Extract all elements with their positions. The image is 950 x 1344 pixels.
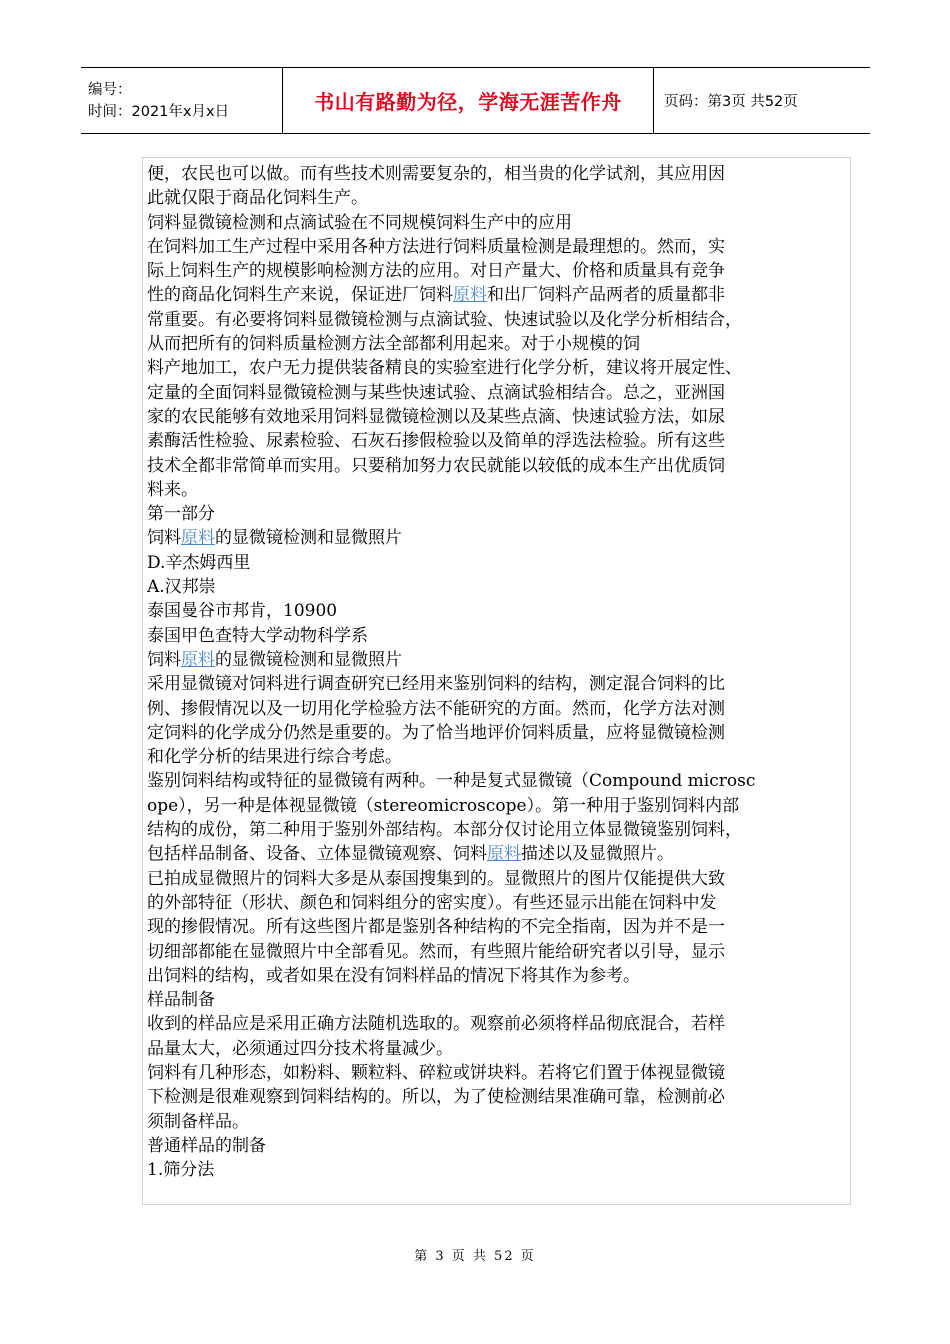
- text-line: [147, 672, 846, 696]
- text-segment: 切细部都能在显微照片中全部看见。然而，有些照片能给研究者以引导，显示: [147, 941, 725, 962]
- header-page-number: 页码：第3页 共52页: [664, 94, 798, 110]
- text-segment: 例、掺假情况以及一切用化学检验方法不能研究的方面。然而，化学方法对测: [147, 698, 725, 719]
- text-segment: ope），另一种是体视显微镜（stereomicroscope）。第一种用于鉴别饲料内部: [147, 795, 740, 816]
- text-segment: 饲料: [147, 528, 181, 549]
- text-segment: 收到的样品应是采用正确方法随机选取的。观察前必须将样品彻底混合，若样: [147, 1014, 725, 1035]
- text-line: [147, 429, 846, 453]
- text-segment: 料来。: [147, 479, 198, 500]
- text-line: [147, 356, 846, 380]
- text-line: [147, 988, 846, 1012]
- header-motto-cell: [283, 68, 654, 133]
- text-line: [147, 1085, 846, 1109]
- document-date: 时间：2021年x月x日: [88, 103, 230, 120]
- text-segment: 常重要。有必要将饲料显微镜检测与点滴试验、快速试验以及化学分析相结合，: [147, 309, 742, 330]
- text-line: [147, 526, 846, 550]
- text-line: [147, 940, 846, 964]
- text-line: [147, 1158, 846, 1182]
- text-segment: 和化学分析的结果进行综合考虑。: [147, 747, 402, 768]
- text-segment: 定量的全面饲料显微镜检测与某些快速试验、点滴试验相结合。总之，亚洲国: [147, 382, 725, 403]
- text-segment: 下检测是很难观察到饲料结构的。所以，为了使检测结果准确可靠，检测前必: [147, 1087, 725, 1108]
- text-line: [147, 502, 846, 526]
- text-line: [147, 381, 846, 405]
- text-line: [147, 697, 846, 721]
- text-segment: 描述以及显微照片。: [521, 844, 674, 865]
- text-segment: 和出厂饲料产品两者的质量都非: [487, 285, 725, 306]
- text-line: [147, 721, 846, 745]
- raw-material-link[interactable]: 原料: [453, 285, 487, 306]
- text-line: [147, 794, 846, 818]
- text-line: [147, 211, 846, 235]
- text-line: [147, 405, 846, 429]
- text-segment: 出饲料的结构，或者如果在没有饲料样品的情况下将其作为参考。: [147, 965, 640, 986]
- text-segment: 鉴别饲料结构或特征的显微镜有两种。一种是复式显微镜（Compound microsc: [147, 771, 756, 792]
- text-line: [147, 599, 846, 623]
- text-line: [147, 235, 846, 259]
- text-line: [147, 842, 846, 866]
- text-segment: 家的农民能够有效地采用饲料显微镜检测以及某些点滴、快速试验方法，如尿: [147, 406, 725, 427]
- text-segment: D.辛杰姆西里: [147, 552, 251, 573]
- text-segment: 料产地加工，农户无力提供装备精良的实验室进行化学分析，建议将开展定性、: [147, 358, 742, 379]
- text-line: [147, 1134, 846, 1158]
- text-line: [147, 624, 846, 648]
- text-segment: 须制备样品。: [147, 1111, 249, 1132]
- text-line: [147, 186, 846, 210]
- text-line: [147, 259, 846, 283]
- text-segment: 饲料有几种形态，如粉料、颗粒料、碎粒或饼块料。若将它们置于体视显微镜: [147, 1062, 725, 1083]
- text-line: [147, 332, 846, 356]
- text-segment: 从而把所有的饲料质量检测方法全部都利用起来。对于小规模的饲: [147, 334, 640, 355]
- text-line: [147, 891, 846, 915]
- text-line: [147, 1037, 846, 1061]
- text-line: [147, 915, 846, 939]
- text-segment: 饲料显微镜检测和点滴试验在不同规模饲料生产中的应用: [147, 212, 572, 233]
- text-line: [147, 769, 846, 793]
- raw-material-link[interactable]: 原料: [181, 528, 215, 549]
- text-line: [147, 454, 846, 478]
- text-segment: 素酶活性检验、尿素检验、石灰石掺假检验以及简单的浮选法检验。所有这些: [147, 431, 725, 452]
- text-line: [147, 867, 846, 891]
- text-line: [147, 162, 846, 186]
- page-footer: 第 3 页 共 52 页: [414, 1249, 536, 1264]
- document-number: 编号：: [88, 81, 132, 98]
- raw-material-link[interactable]: 原料: [487, 844, 521, 865]
- text-line: [147, 308, 846, 332]
- text-segment: 在饲料加工生产过程中采用各种方法进行饲料质量检测是最理想的。然而，实: [147, 236, 725, 257]
- text-line: [147, 478, 846, 502]
- header-page-cell: [654, 68, 870, 133]
- text-segment: 样品制备: [147, 990, 215, 1011]
- text-line: [147, 1012, 846, 1036]
- document-body: [142, 157, 851, 1205]
- text-line: [147, 283, 846, 307]
- text-segment: 的外部特征（形状、颜色和饲料组分的密实度）。有些还显示出能在饲料中发: [147, 892, 717, 913]
- text-segment: 泰国甲色查特大学动物科学系: [147, 625, 368, 646]
- text-segment: 已拍成显微照片的饲料大多是从泰国搜集到的。显微照片的图片仅能提供大致: [147, 868, 725, 889]
- text-segment: 此就仅限于商品化饲料生产。: [147, 188, 368, 209]
- text-line: [147, 551, 846, 575]
- text-segment: 品量太大，必须通过四分技术将量减少。: [147, 1038, 453, 1059]
- text-segment: 泰国曼谷市邦肯，10900: [147, 601, 338, 622]
- text-line: [147, 575, 846, 599]
- text-segment: 性的商品化饲料生产来说，保证进厂饲料: [147, 285, 453, 306]
- text-segment: 便，农民也可以做。而有些技术则需要复杂的，相当贵的化学试剂，其应用因: [147, 164, 725, 184]
- text-segment: 第一部分: [147, 504, 215, 525]
- text-line: [147, 745, 846, 769]
- text-line: [147, 964, 846, 988]
- text-segment: 的显微镜检测和显微照片: [215, 528, 402, 549]
- text-segment: 的显微镜检测和显微照片: [215, 649, 402, 670]
- text-line: [147, 818, 846, 842]
- page-header: [81, 67, 870, 134]
- header-meta: [81, 68, 283, 133]
- header-motto: 书山有路勤为径，学海无涯苦作舟: [314, 90, 622, 114]
- text-line: [147, 1110, 846, 1134]
- text-segment: 饲料: [147, 649, 181, 670]
- text-segment: 定饲料的化学成分仍然是重要的。为了恰当地评价饲料质量，应将显微镜检测: [147, 722, 725, 743]
- text-segment: A.汉邦崇: [147, 577, 216, 598]
- text-line: [147, 648, 846, 672]
- text-segment: 际上饲料生产的规模影响检测方法的应用。对日产量大、价格和质量具有竞争: [147, 261, 725, 282]
- raw-material-link[interactable]: 原料: [181, 649, 215, 670]
- text-line: [147, 1061, 846, 1085]
- text-segment: 现的掺假情况。所有这些图片都是鉴别各种结构的不完全指南，因为并不是一: [147, 917, 725, 938]
- text-segment: 技术全都非常简单而实用。只要稍加努力农民就能以较低的成本生产出优质饲: [147, 455, 725, 476]
- text-segment: 结构的成份，第二种用于鉴别外部结构。本部分仅讨论用立体显微镜鉴别饲料，: [147, 820, 742, 841]
- text-segment: 采用显微镜对饲料进行调查研究已经用来鉴别饲料的结构，测定混合饲料的比: [147, 674, 725, 695]
- text-segment: 1.筛分法: [147, 1160, 215, 1181]
- text-segment: 包括样品制备、设备、立体显微镜观察、饲料: [147, 844, 487, 865]
- text-segment: 普通样品的制备: [147, 1135, 266, 1156]
